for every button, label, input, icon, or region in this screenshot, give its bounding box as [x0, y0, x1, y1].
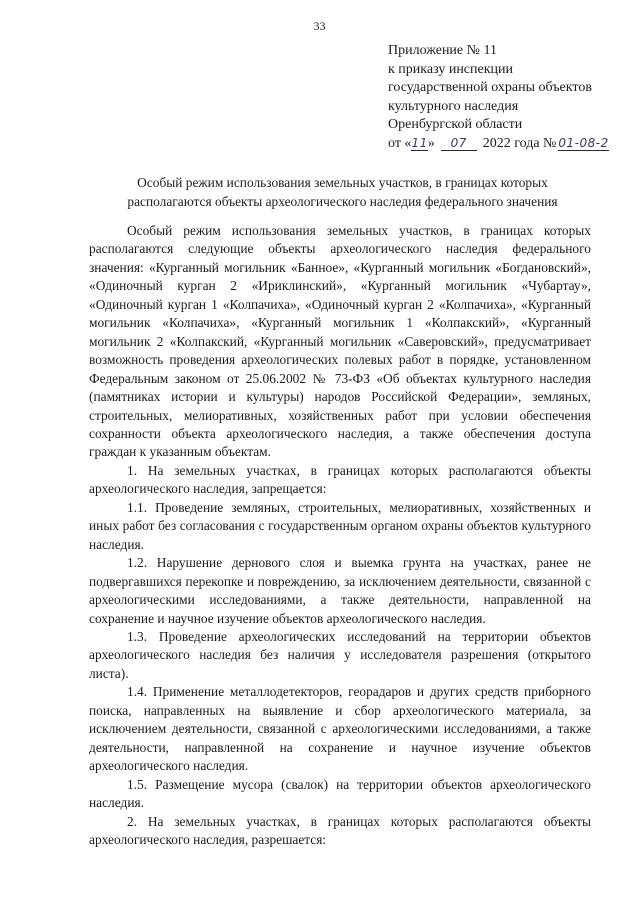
- date-mid: »: [427, 135, 435, 151]
- clause-1-3: 1.3. Проведение археологических исследований на территории объектов археологического наследия без наличия у исследователя разрешения (открытого листа).: [89, 628, 591, 681]
- date-month-handwritten: 07: [441, 136, 477, 151]
- appendix-region-line: Оренбургской области: [388, 117, 523, 133]
- date-year: 2022 года №: [482, 135, 557, 151]
- document-title: Особый режим использования земельных участков, в границах которых располагаются объекты археологического наследия федерального значения: [127, 175, 558, 209]
- intro-paragraph: Особый режим использования земельных участков, в границах которых располагаются следующие объекты археологического наследия федерального значения: «Курганный могильник «Банное», «Курганный могильник «Богдановский», «Одиночный курган 2 «Ириклинский», «Курганный могильник «Чубартау», «Одиночный курган 1 «Колпачиха», «Одиночный курган 2 «Колпачиха», «Курганный могильник «Колпачиха», «Курганный могильник 1 «Колпакский», «Курганный могильник 2 «Колпакский, «Курганный могильник «Саверовский», предусматривает возможность проведения археологических полевых работ в порядке, установленном Федеральным законом от 25.06.2002 № 73-ФЗ «Об объектах культурного наследия (памятниках истории и культуры) народов Российской Федерации», земляных, строительных, мелиоративных, хозяйственных работ при условии обеспечения сохранности объекта археологического наследия, а также обеспечения доступа граждан к указанным объектам.: [89, 223, 591, 460]
- document-body: [89, 222, 591, 849]
- clause-1-2: 1.2. Нарушение дернового слоя и выемка грунта на участках, ранее не подвергавшихся перекопке и повреждению, за исключением деятельности, связанной с археологическими исследованиями, а также деятельности, направленной на сохранение и научное изучение объектов археологического наследия.: [89, 555, 591, 626]
- appendix-authority-line: государственной охраны объектов: [388, 80, 592, 96]
- clause-1-1: 1.1. Проведение земляных, строительных, мелиоративных, хозяйственных и иных работ без согласования с государственным органом охраны объектов культурного наследия.: [89, 499, 591, 552]
- appendix-date-line: [388, 135, 633, 154]
- date-day-handwritten: 11: [411, 135, 428, 150]
- clause-1-4: 1.4. Применение металлодетекторов, георадаров и других средств приборного поиска, направленных на выявление и сбор археологического материала, за исключением деятельности, связанной с археологическими исследованиями, а также деятельности, направленной на сохранение и научное изучение объектов археологического наследия.: [89, 684, 591, 774]
- appendix-order-line: к приказу инспекции: [388, 61, 514, 77]
- page-number: 33: [313, 19, 326, 33]
- clause-2: 2. На земельных участках, в границах которых располагаются объекты археологического наследия, разрешается:: [89, 813, 591, 847]
- clause-1-5: 1.5. Размещение мусора (свалок) на территории объектов археологического наследия.: [89, 776, 591, 811]
- date-prefix: от «: [388, 135, 412, 151]
- order-number-handwritten: 01-08-2: [558, 135, 609, 150]
- appendix-header: [388, 42, 633, 154]
- appendix-heritage-line: культурного наследия: [388, 98, 519, 114]
- clause-1: 1. На земельных участках, в границах которых располагаются объекты археологического наследия, запрещается:: [89, 462, 591, 497]
- appendix-title: Приложение № 11: [388, 43, 497, 58]
